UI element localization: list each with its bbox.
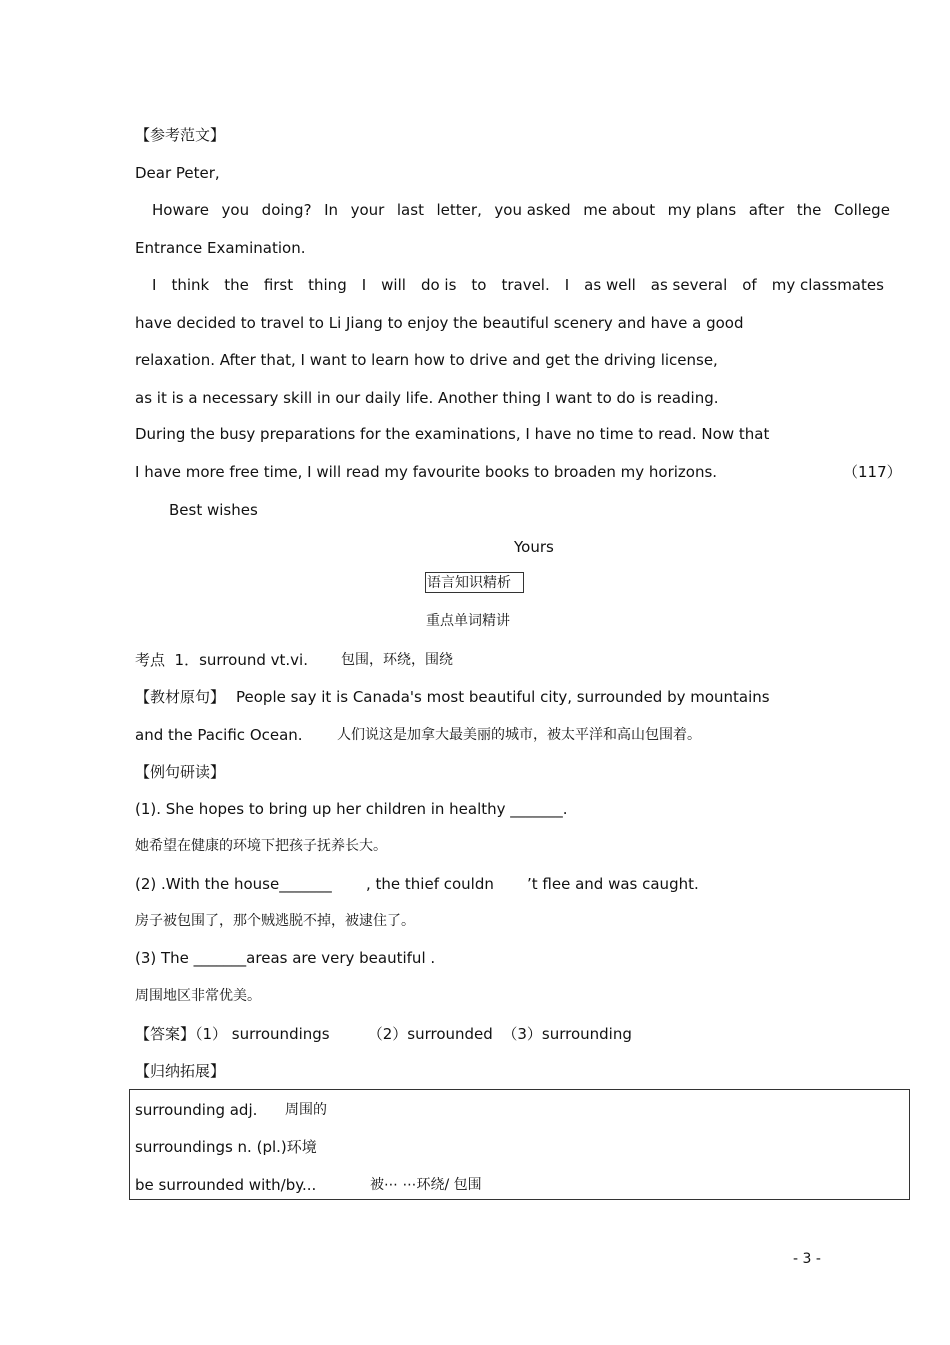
extension-label: 【归纳拓展】 (135, 1062, 226, 1080)
letter-line: relaxation. After that, I want to learn how to drive and get the driving license, (135, 351, 718, 369)
section-title: 语言知识精析 (425, 572, 524, 593)
example-1: (1). She hopes to bring up her children in healthy _______. (135, 800, 568, 818)
point-meaning: 包围，环绕，围绕 (341, 652, 453, 668)
letter-signature: Yours (514, 538, 554, 556)
letter-line: During the busy preparations for the examinations, I have no time to read. Now that (135, 425, 770, 443)
example-2-part-1: (2) .With the house_______ (135, 875, 332, 893)
page-number: - 3 - (793, 1251, 821, 1267)
source-sentence-cn: 人们说这是加拿大最美丽的城市，被太平洋和高山包围着。 (337, 727, 701, 743)
extension-row-3-cn: 被⋯ ⋯环绕/ 包围 (370, 1177, 482, 1193)
example-2-part-2: , the thief couldn (366, 875, 494, 893)
letter-greeting: Dear Peter, (135, 164, 220, 182)
letter-line: I have more free time, I will read my favourite books to broaden my horizons. (135, 463, 718, 481)
extension-row-1-en: surrounding adj. (135, 1101, 258, 1119)
extension-row-1-cn: 周围的 (285, 1102, 327, 1118)
source-sentence-en: People say it is Canada's most beautiful city, surrounded by mountains (236, 688, 770, 706)
example-label: 【例句研读】 (135, 763, 226, 781)
letter-paragraph-2-line-1: I think the first thing I will do is to travel. I as well as several of my classmates (152, 276, 884, 294)
answer-line: 【答案】（1） surroundings （2）surrounded （3）surrounding (135, 1025, 632, 1043)
essay-heading: 【参考范文】 (135, 126, 226, 144)
point-label: 考点 1．surround vt.vi. (135, 651, 308, 669)
example-3: (3) The _______areas are very beautiful . (135, 949, 436, 967)
example-1-cn: 她希望在健康的环境下把孩子抚养长大。 (135, 838, 387, 854)
source-label: 【教材原句】 (135, 688, 226, 706)
extension-row-3-en: be surrounded with/by... (135, 1176, 317, 1194)
letter-line: as it is a necessary skill in our daily life. Another thing I want to do is reading. (135, 389, 719, 407)
example-2-part-3: ’t flee and was caught. (527, 875, 699, 893)
letter-line: have decided to travel to Li Jiang to enjoy the beautiful scenery and have a good (135, 314, 744, 332)
example-2-cn: 房子被包围了，那个贼逃脱不掉，被逮住了。 (135, 913, 415, 929)
section-subtitle: 重点单词精讲 (426, 613, 510, 629)
word-count: （117） (843, 463, 902, 481)
extension-row-2: surroundings n. (pl.)环境 (135, 1138, 317, 1156)
letter-paragraph-1-line-2: Entrance Examination. (135, 239, 306, 257)
example-3-cn: 周围地区非常优美。 (135, 988, 261, 1004)
source-sentence-en-cont: and the Pacific Ocean. (135, 726, 303, 744)
letter-paragraph-1-line-1: Howare you doing? In your last letter, you asked me about my plans after the College (152, 201, 890, 219)
letter-closing: Best wishes (169, 501, 258, 519)
